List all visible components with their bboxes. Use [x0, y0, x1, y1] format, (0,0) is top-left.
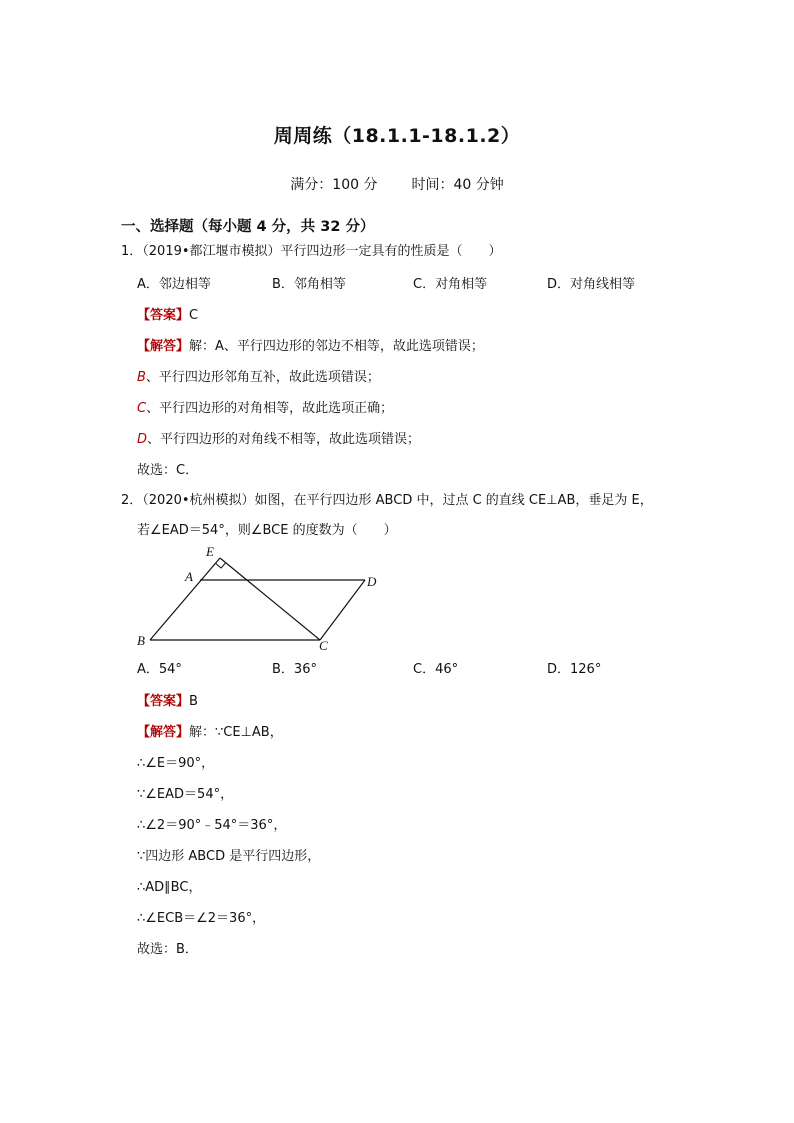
q2-option-a: A．54°: [137, 662, 182, 677]
q2-step-1: ∴∠E＝90°，: [137, 756, 215, 771]
analysis-label: 【解答】: [137, 725, 190, 740]
analysis-key: B: [137, 370, 146, 385]
q2-step-2: ∵∠EAD＝54°，: [137, 787, 234, 802]
analysis-text: 解：∵CE⊥AB，: [189, 725, 283, 740]
page-title: 周周练（18.1.1-18.1.2）: [273, 125, 521, 147]
line-ec: [220, 558, 320, 640]
answer-value: B: [189, 694, 198, 709]
label-b: B: [137, 633, 145, 648]
q1-analysis-line-4: [137, 428, 420, 447]
exam-info: [0, 174, 794, 194]
q1-option-b: B．邻角相等: [272, 277, 346, 292]
parallelogram-figure: [130, 540, 390, 655]
q1-conclusion: 故选：C．: [137, 463, 199, 478]
label-d: D: [367, 574, 377, 589]
answer-label: 【答案】: [137, 694, 190, 709]
analysis-label: 【解答】: [137, 339, 190, 354]
analysis-text: 、平行四边形的对角相等，故此选项正确；: [146, 401, 394, 416]
analysis-text: 、平行四边形的对角线不相等，故此选项错误；: [147, 432, 421, 447]
q2-step-4: ∵四边形 ABCD 是平行四边形，: [137, 849, 321, 864]
q2-step-6: ∴∠ECB＝∠2＝36°，: [137, 911, 266, 926]
analysis-key: D: [137, 432, 148, 447]
q2-step-5: ∴AD∥BC，: [137, 880, 202, 895]
time-limit: 时间：40 分钟: [411, 177, 504, 193]
q1-analysis-line-1: [137, 335, 484, 354]
q2-option-d: D．126°: [547, 662, 602, 677]
label-a: A: [185, 569, 193, 584]
answer-label: 【答案】: [137, 308, 190, 323]
q1-answer: [137, 304, 198, 323]
question-1-stem: 1．（2019•都江堰市模拟）平行四边形一定具有的性质是（ ）: [121, 244, 502, 259]
section-heading: 一、选择题（每小题 4 分，共 32 分）: [121, 219, 375, 235]
q1-analysis-line-2: [137, 366, 380, 385]
q1-option-d: D．对角线相等: [547, 277, 636, 292]
q1-option-a: A．邻边相等: [137, 277, 211, 292]
right-angle-mark: [216, 563, 226, 568]
label-c: C: [319, 638, 328, 653]
q2-option-b: B．36°: [272, 662, 317, 677]
label-e: E: [206, 544, 214, 559]
full-score: 满分：100 分: [290, 177, 378, 193]
line-cd: [320, 580, 365, 640]
q2-conclusion: 故选：B．: [137, 942, 198, 957]
q1-analysis-line-3: [137, 397, 393, 416]
q2-step-3: ∴∠2＝90°﹣54°＝36°，: [137, 818, 287, 833]
analysis-key: C: [137, 401, 147, 416]
q2-analysis-first: [137, 721, 283, 740]
analysis-text: 、平行四边形邻角互补，故此选项错误；: [145, 370, 380, 385]
q1-option-c: C．对角相等: [413, 277, 488, 292]
analysis-text: 、平行四边形的邻边不相等，故此选项错误；: [223, 339, 484, 354]
analysis-key: 解：A: [189, 339, 224, 354]
q2-option-c: C．46°: [413, 662, 459, 677]
q2-answer: [137, 690, 198, 709]
question-2-stem-line-1: 2．（2020•杭州模拟）如图，在平行四边形 ABCD 中，过点 C 的直线 CE⊥AB，垂足为 E，: [121, 493, 653, 508]
answer-value: C: [189, 308, 199, 323]
question-2-stem-line-2: 若∠EAD＝54°，则∠BCE 的度数为（ ）: [137, 523, 397, 538]
